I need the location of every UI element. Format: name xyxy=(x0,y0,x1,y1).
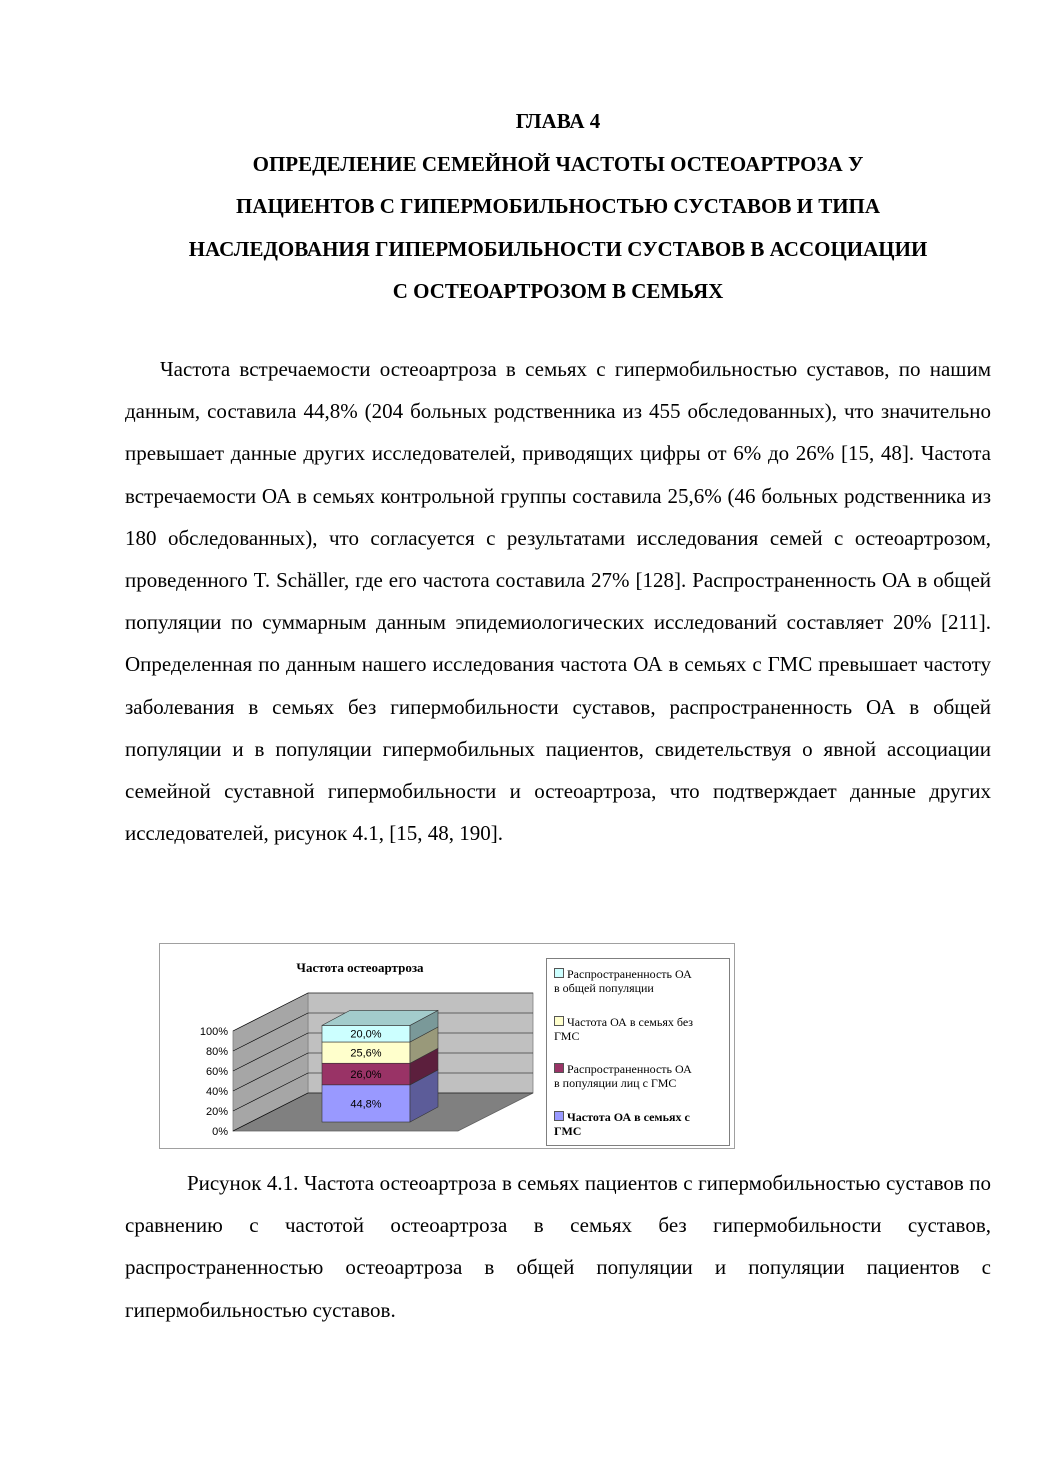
legend-item-families-without-hms: Частота ОА в семьях без ГМС xyxy=(554,1015,694,1043)
figure-caption: Рисунок 4.1. Частота остеоартроза в семьях пациентов с гипермобильностью суставов по сравнению с частотой остеоартроза в семьях без гипермобильности суставов, распространенностью остеоартроза в общей популяции и популяции пациентов с гипермобильностью суставов. xyxy=(125,1171,991,1322)
legend-swatch xyxy=(554,1111,564,1121)
chart-legend xyxy=(546,958,730,1146)
y-tick-label: 0% xyxy=(212,1126,228,1138)
chapter-number: ГЛАВА 4 xyxy=(515,109,601,133)
chapter-title-line-4: С ОСТЕОАРТРОЗОМ В СЕМЬЯХ xyxy=(392,279,724,303)
chart-plot xyxy=(160,944,546,1150)
bar-data-label: 25,6% xyxy=(350,1047,382,1060)
y-tick-label: 20% xyxy=(205,1106,228,1118)
y-tick-label: 100% xyxy=(199,1026,228,1038)
chapter-heading xyxy=(125,100,991,313)
legend-item-hms-population: Распространенность ОА в популяции лиц с ГМС xyxy=(554,1062,692,1090)
legend-swatch xyxy=(554,1016,564,1026)
legend-swatch xyxy=(554,968,564,978)
y-tick-label: 40% xyxy=(205,1086,228,1098)
chapter-title-line-3: НАСЛЕДОВАНИЯ ГИПЕРМОБИЛЬНОСТИ СУСТАВОВ В АССОЦИАЦИИ xyxy=(188,236,928,261)
legend-item-families-with-hms: Частота ОА в семьях с ГМС xyxy=(554,1110,690,1138)
y-tick-label: 80% xyxy=(205,1046,228,1058)
chart-title: Частота остеоартроза xyxy=(296,960,424,975)
legend-swatch xyxy=(554,1063,564,1073)
chart-figure xyxy=(159,943,735,1149)
chapter-title-line-1: ОПРЕДЕЛЕНИЕ СЕМЕЙНОЙ ЧАСТОТЫ ОСТЕОАРТРОЗА У xyxy=(252,151,864,176)
y-tick-label: 60% xyxy=(205,1066,228,1078)
chapter-title-line-2: ПАЦИЕНТОВ С ГИПЕРМОБИЛЬНОСТЬЮ СУСТАВОВ И ТИПА xyxy=(235,194,881,218)
bar-data-label: 44,8% xyxy=(350,1098,382,1111)
bar-data-label: 20,0% xyxy=(350,1028,382,1041)
bar-data-label: 26,0% xyxy=(350,1069,382,1082)
body-paragraph: Частота встречаемости остеоартроза в семьях с гипермобильностью суставов, по нашим данным, составила 44,8% (204 больных родственника из 455 обследованных), что значительно превышает данные других исследователей, приводящих цифры от 6% до 26% [15, 48]. Частота встречаемости ОА в семьях контрольной группы составила 25,6% (46 больных родственника из 180 обследованных), что согласуется с результатами исследования семей с остеоартрозом, проведенного T. Schäller, где его частота составила 27% [128]. Распространенность ОА в общей популяции по суммарным данным эпидемиологических исследований составляет 20% [211]. Определенная по данным нашего исследования частота ОА в семьях с ГМС превышает частоту заболевания в семьях без гипермобильности суставов, распространенность ОА в общей популяции и в популяции гипермобильных пациентов, свидетельствуя о явной ассоциации семейной суставной гипермобильности и остеоартроза, что подтверждает данные других исследователей, рисунок 4.1, [15, 48, 190]. xyxy=(125,357,991,846)
legend-item-general-population: Распространенность ОА в общей популяции xyxy=(554,967,692,995)
